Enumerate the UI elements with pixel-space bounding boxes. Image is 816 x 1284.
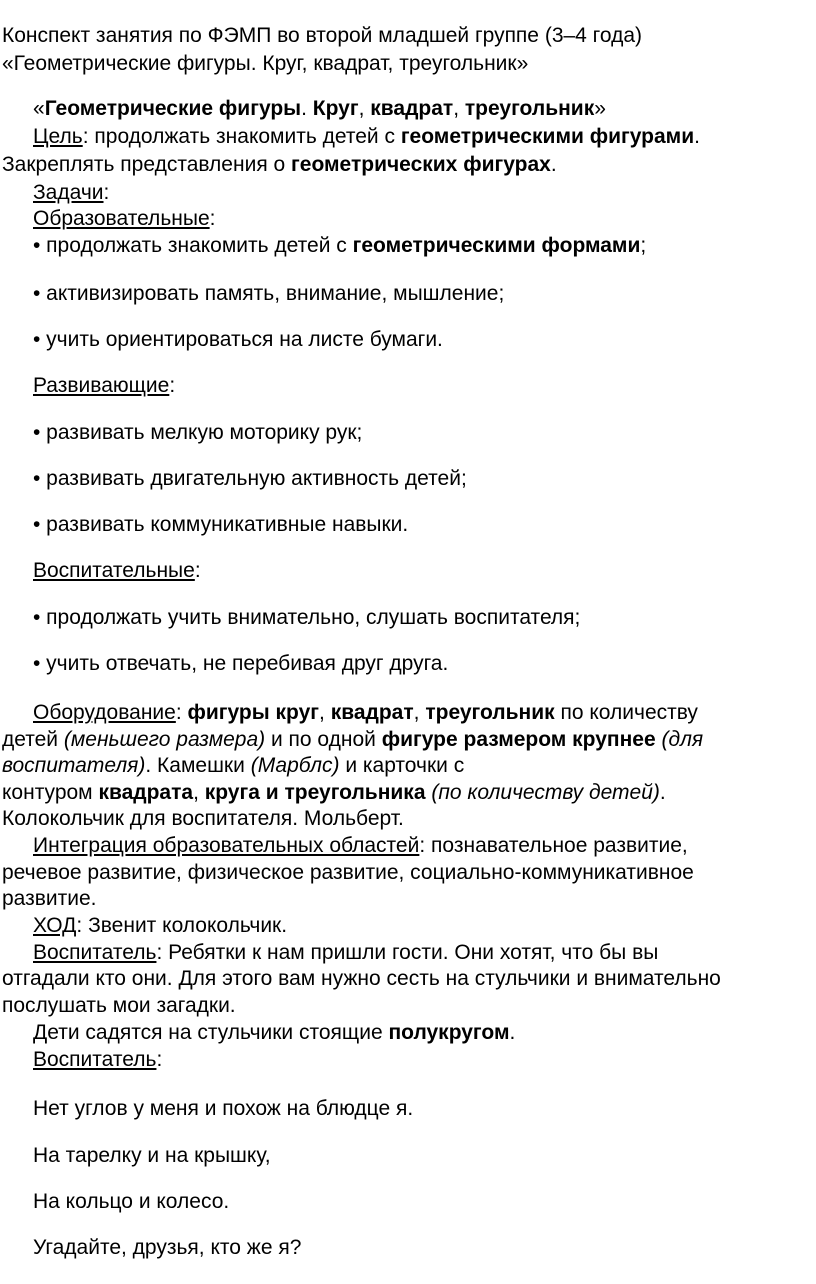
tasks-heading: Задачи: [33, 181, 110, 204]
teacher-speech-line-3: послушать мои загадки. [2, 994, 236, 1017]
document-title-line-1: Конспект занятия по ФЭМП во второй младшей группе (3–4 года) [2, 24, 643, 47]
teacher-speech-line-2: отгадали кто они. Для этого вам нужно сесть на стульчики и внимательно [2, 967, 721, 990]
children-line: Дети садятся на стульчики стоящие полукругом. [33, 1021, 516, 1044]
list-item: • учить ориентироваться на листе бумаги. [33, 328, 443, 351]
goal-line: Цель: продолжать знакомить детей с геометрическими фигурами. [33, 125, 700, 148]
course-line: ХОД: Звенит колокольчик. [33, 914, 288, 937]
equipment-line-2: детей (меньшего размера) и по одной фигуре размером крупнее (для [2, 728, 704, 751]
list-item: • развивать двигательную активность детей; [33, 467, 467, 490]
riddle-line: На тарелку и на крышку, [33, 1144, 271, 1167]
list-item: • активизировать память, внимание, мышление; [33, 282, 505, 305]
course-label: ХОД [33, 914, 77, 937]
document-title-line-2: «Геометрические фигуры. Круг, квадрат, треугольник» [2, 52, 529, 75]
goal-label: Цель [33, 125, 83, 148]
integration-line-3: развитие. [2, 887, 97, 910]
list-item: • продолжать учить внимательно, слушать воспитателя; [33, 606, 581, 629]
equipment-line-3: воспитателя). Камешки (Марблс) и карточки с [2, 754, 465, 777]
list-item: • развивать коммуникативные навыки. [33, 513, 409, 536]
developing-heading: Развивающие: [33, 374, 176, 397]
list-item: • учить отвечать, не перебивая друг друга. [33, 652, 449, 675]
teacher-heading-2: Воспитатель: [33, 1048, 163, 1071]
teacher-speech-line-1: Воспитатель: Ребятки к нам пришли гости. Они хотят, что бы вы [33, 941, 659, 964]
educational-heading: Образовательные: [33, 207, 216, 230]
integration-line-1: Интеграция образовательных областей: познавательное развитие, [33, 834, 688, 857]
lesson-heading: «Геометрические фигуры. Круг, квадрат, треугольник» [33, 97, 606, 120]
upbringing-heading: Воспитательные: [33, 559, 201, 582]
equipment-line-4: контуром квадрата, круга и треугольника (по количеству детей). [2, 781, 666, 804]
list-item: • продолжать знакомить детей с геометрическими формами; [33, 234, 647, 257]
equipment-label: Оборудование [33, 701, 176, 724]
riddle-line: Нет углов у меня и похож на блюдце я. [33, 1097, 414, 1120]
riddle-line: Угадайте, друзья, кто же я? [33, 1236, 302, 1259]
integration-label: Интеграция образовательных областей [33, 834, 420, 857]
riddle-line: На кольцо и колесо. [33, 1190, 230, 1213]
integration-line-2: речевое развитие, физическое развитие, социально-коммуникативное [2, 861, 694, 884]
equipment-line-1: Оборудование: фигуры круг, квадрат, треугольник по количеству [33, 701, 698, 724]
teacher-label: Воспитатель [33, 941, 157, 964]
equipment-line-5: Колокольчик для воспитателя. Мольберт. [2, 807, 404, 830]
goal-line-2: Закреплять представления о геометрических фигурах. [2, 153, 557, 176]
list-item: • развивать мелкую моторику рук; [33, 421, 363, 444]
